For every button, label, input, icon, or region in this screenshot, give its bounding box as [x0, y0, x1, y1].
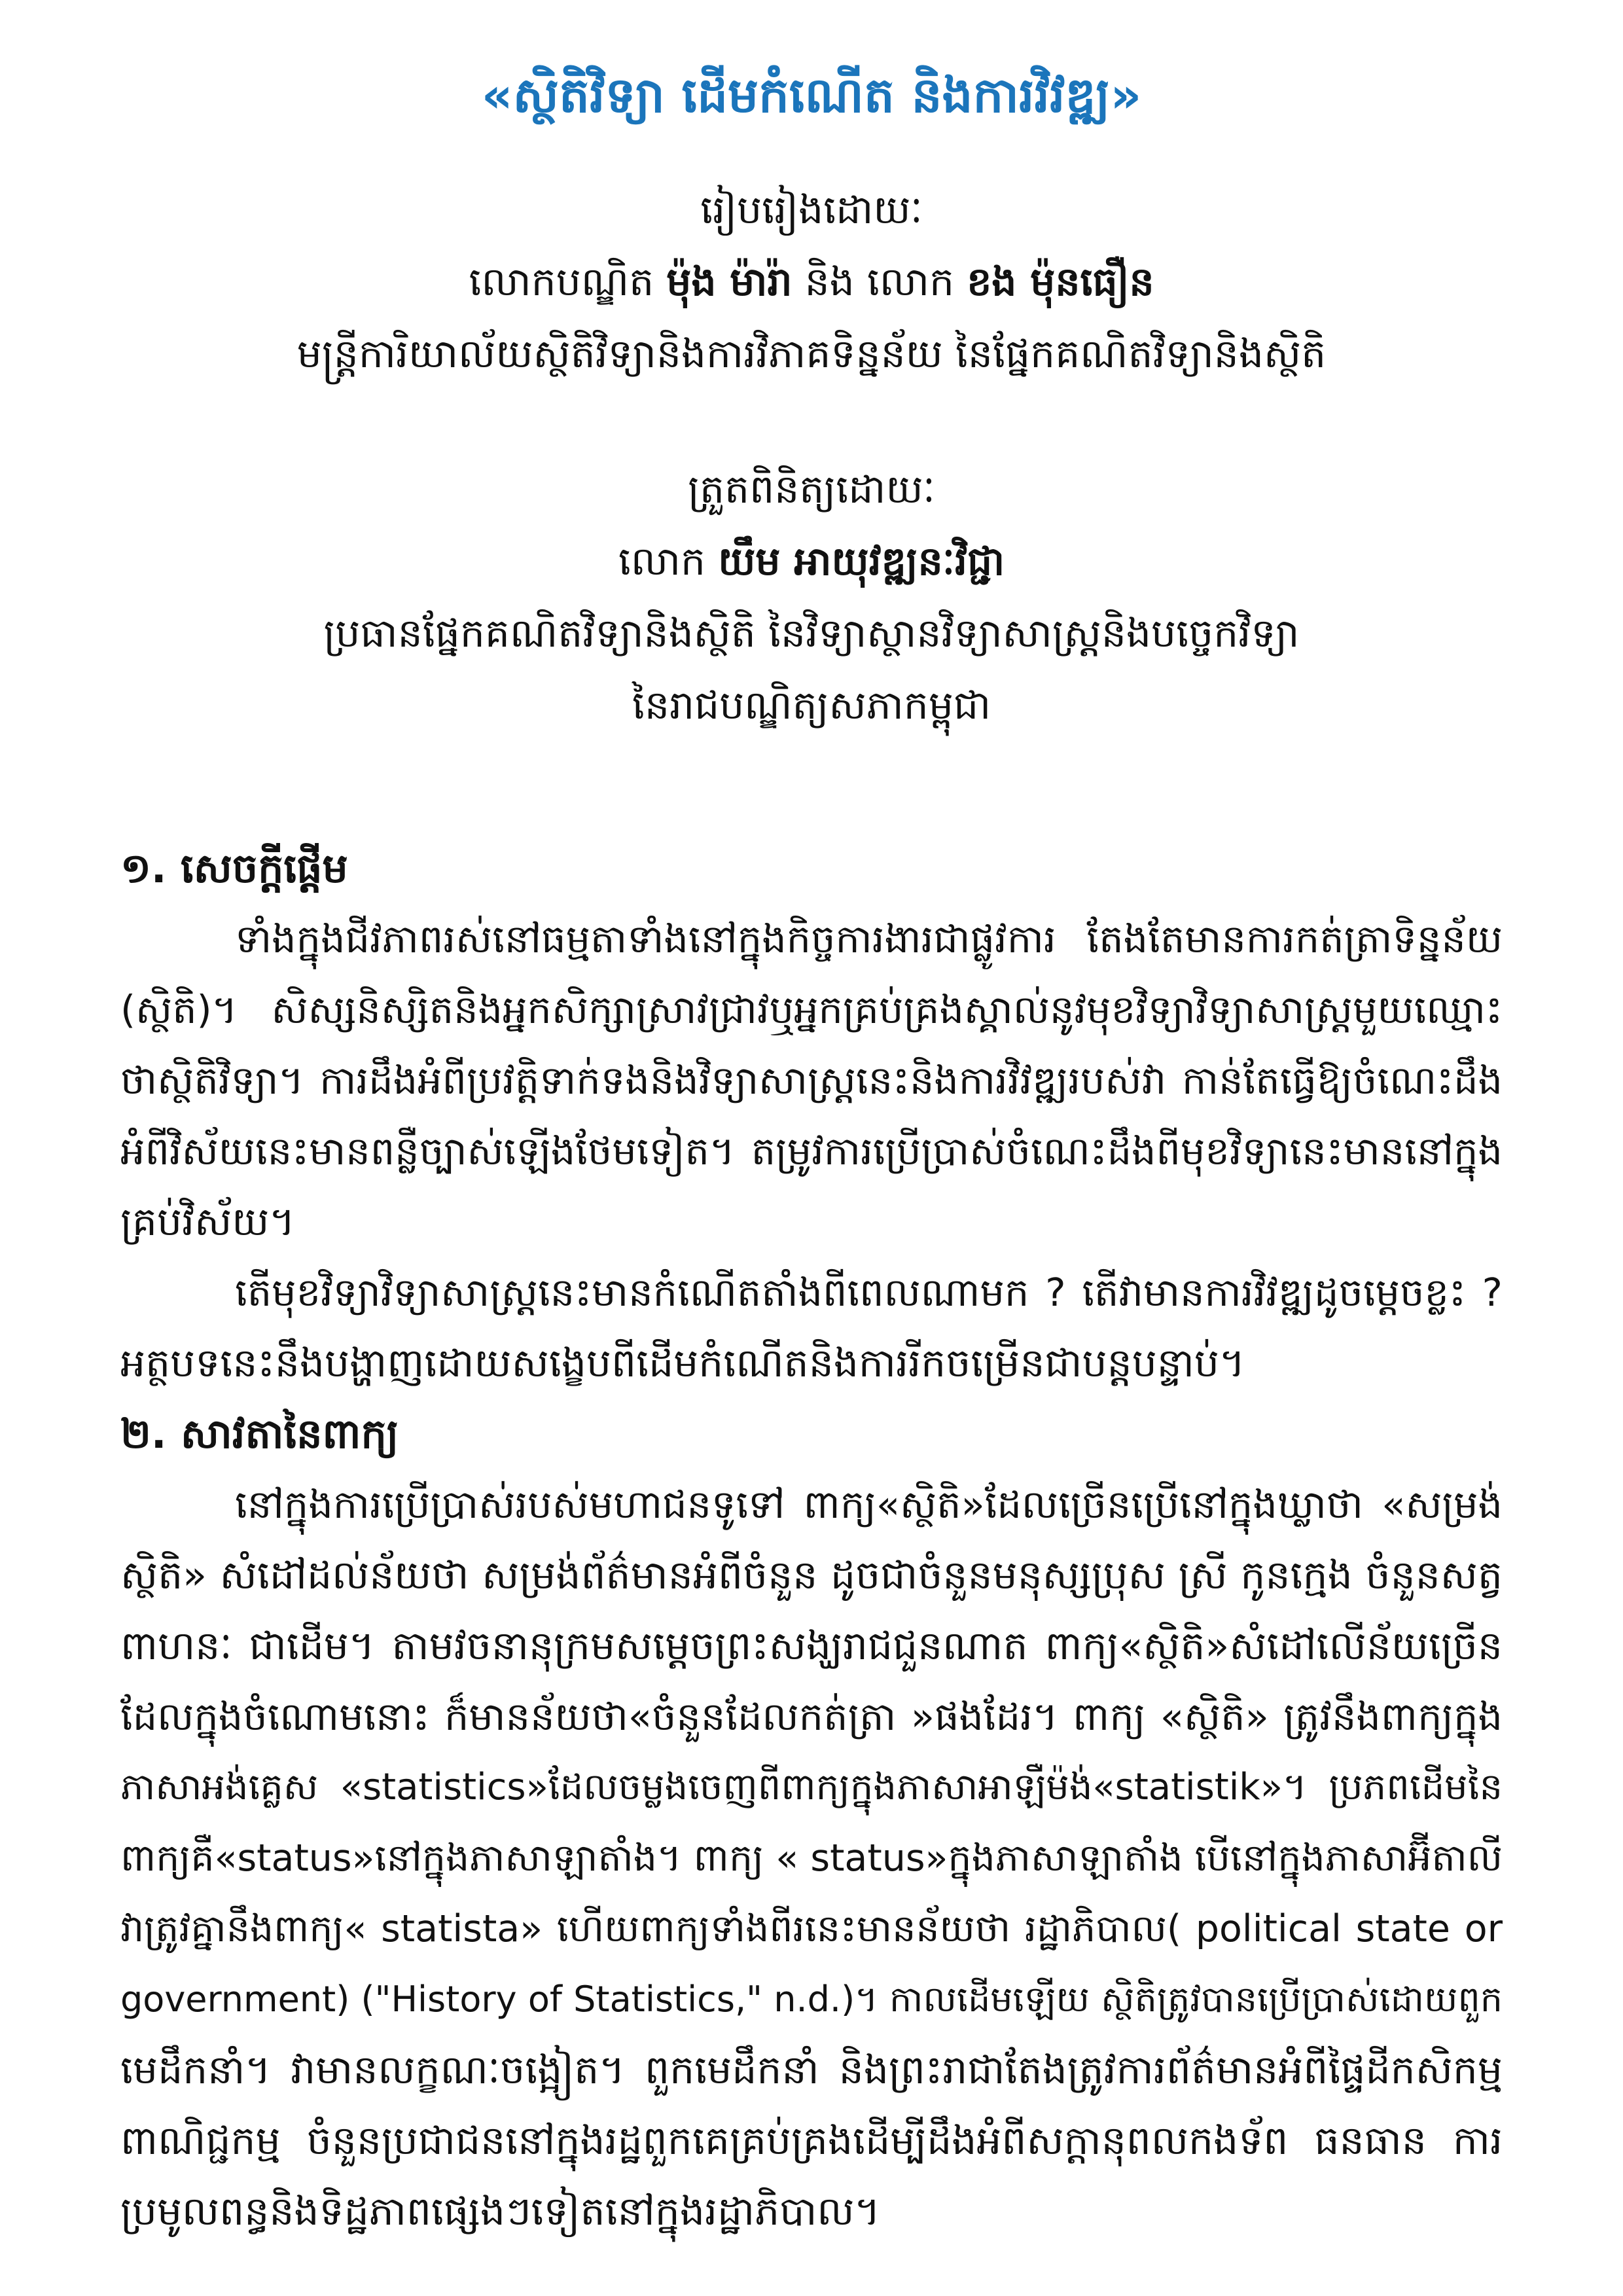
section-introduction [120, 833, 1503, 1399]
paragraph-line: អំពីវិស័យនេះមានពន្លឺច្បាស់ឡើងថែមទៀត។ តម្រូវការប្រើប្រាស់ចំណេះដឹងពីមុខវិទ្យានេះមាននៅក្នុង [120, 1128, 1503, 1174]
authors-line [120, 246, 1503, 318]
paragraph-line: government) ("History of Statistics," n.d.)។ កាលដើមឡើយ ស្ថិតិត្រូវបានប្រើប្រាស់ដោយពួក [120, 1979, 1503, 2020]
reviewed-by-label: ត្រួតពិនិត្យដោយៈ [688, 467, 935, 512]
reviewer-prefix: លោក [618, 539, 706, 584]
author-connector: និង លោក [804, 259, 955, 305]
paragraph-line: ភាសាអង់គ្លេស «statistics»ដែលចម្លងចេញពីពាក្យក្នុងភាសាអាឡឺម៉ង់«statistik»។ ប្រភពដើមនៃ [120, 1766, 1503, 1808]
reviewer-line [120, 526, 1503, 598]
section-word-origin [120, 1399, 1503, 2247]
author-name-2: ខង ម៉ុនធឿន [967, 259, 1154, 305]
paragraph-line: (ស្ថិតិ)។ សិស្សនិស្សិតនិងអ្នកសិក្សាស្រាវជ្រាវឬអ្នកគ្រប់គ្រងស្គាល់នូវមុខវិទ្យាវិទ្យាសាស្ត្រមួយឈ្មោះ [120, 987, 1503, 1032]
paragraph [120, 1469, 1503, 2247]
paragraph [120, 1257, 1503, 1399]
reviewer-name: យឹម អាយុវឌ្ឍនៈវិជ្ជា [718, 539, 1005, 584]
paragraph-line: វាត្រូវគ្នានឹងពាក្យ« statista» ហើយពាក្យទាំងពីរនេះមានន័យថា រដ្ឋាភិបាល( political state or [120, 1907, 1503, 1950]
reviewer-affiliation-line: នៃរាជបណ្ឌិត្យសភាកម្ពុជា [632, 683, 991, 728]
paragraph-line: ទាំងក្នុងជីវភាពរស់នៅធម្មតាទាំងនៅក្នុងកិច្ចការងារជាផ្លូវការ តែងតែមានការកត់ត្រាទិន្នន័យ [235, 916, 1503, 961]
paragraph-line: អត្ថបទនេះនឹងបង្ហាញដោយសង្ខេបពីដើមកំណើតនិងការរីកចម្រើនជាបន្តបន្ទាប់។ [120, 1340, 1245, 1386]
authors-affiliation: មន្ត្រីការិយាល័យស្ថិតិវិទ្យានិងការវិភាគទិន្នន័យ នៃផ្នែកគណិតវិទ្យានិងស្ថិតិ [296, 331, 1327, 377]
paragraph-line: នៅក្នុងការប្រើប្រាស់របស់មហាជនទូទៅ ពាក្យ«ស្ថិតិ»ដែលច្រើនប្រើនៅក្នុងឃ្លាថា «សម្រង់ [235, 1482, 1503, 1527]
paragraph-line: ថាស្ថិតិវិទ្យា។ ការដឹងអំពីប្រវត្តិទាក់ទងនិងវិទ្យាសាស្ត្រនេះនិងការវិវឌ្ឍរបស់វា កាន់តែធ្វើឱ្យចំណេះដឹង [120, 1058, 1503, 1103]
section-heading: ២. សាវតានៃពាក្យ [120, 1410, 399, 1458]
prepared-by-label: រៀបរៀងដោយៈ [700, 187, 923, 233]
paragraph-line: ពាក្យគឺ«status»នៅក្នុងភាសាឡាតាំង។ ពាក្យ « status»ក្នុងភាសាឡាតាំង បើនៅក្នុងភាសាអ៊ីតាលី [120, 1837, 1503, 1880]
author-name-1: ម៉ុង ម៉ារ៉ា [666, 259, 793, 305]
section-heading: ១. សេចក្តីផ្តើម [120, 844, 348, 892]
paragraph-line: ដែលក្នុងចំណោមនោះ ក៏មានន័យថា«ចំនួនដែលកត់ត្រា »ផងដែរ។ ពាក្យ «ស្ថិតិ» ត្រូវនឹងពាក្យក្នុង [120, 1694, 1503, 1739]
prepared-by-block [120, 174, 1503, 390]
paragraph-line: ប្រមូលពន្ធនិងទិដ្ឋភាពផ្សេងៗទៀតនៅក្នុងរដ្ឋាភិបាល។ [120, 2189, 881, 2234]
paragraph [120, 904, 1503, 1257]
author-prefix: លោកបណ្ឌិត [469, 259, 654, 305]
paragraph-line: តើមុខវិទ្យាវិទ្យាសាស្ត្រនេះមានកំណើតតាំងពីពេលណាមក ? តើវាមានការវិវឌ្ឍដូចម្តេចខ្លះ ? [235, 1270, 1503, 1315]
paragraph-line: ពាណិជ្ជកម្ម ចំនួនប្រជាជននៅក្នុងរដ្ឋពួកគេគ្រប់គ្រងដើម្បីដឹងអំពីសក្តានុពលកងទ័ព ធនធាន ការ [120, 2118, 1503, 2164]
paragraph-line: គ្រប់វិស័យ។ [120, 1199, 295, 1245]
document-title: «ស្ថិតិវិទ្យា ដើមកំណើត និងការវិវឌ្ឍ» [481, 67, 1142, 124]
paragraph-line: មេដឹកនាំ។ វាមានលក្ខណៈចង្អៀត។ ពួកមេដឹកនាំ និងព្រះរាជាតែងត្រូវការព័ត៌មានអំពីផ្ទៃដីកសិកម្ម [120, 2047, 1503, 2093]
reviewed-by-block [120, 454, 1503, 742]
paragraph-line: ស្ថិតិ» សំដៅដល់ន័យថា សម្រង់ព័ត៌មានអំពីចំនួន ដូចជាចំនួនមនុស្សប្រុស ស្រី កូនក្មេង ចំនួនសត្វ [120, 1552, 1503, 1598]
paragraph-line: ពាហនៈ ជាដើម។ តាមវចនានុក្រមសម្តេចព្រះសង្ឃរាជជួនណាត ពាក្យ«ស្ថិតិ»សំដៅលើន័យច្រើន [120, 1623, 1503, 1669]
reviewer-affiliation-line: ប្រធានផ្នែកគណិតវិទ្យានិងស្ថិតិ នៃវិទ្យាស្ថានវិទ្យាសាស្ត្រនិងបច្ចេកវិទ្យា [323, 611, 1300, 656]
